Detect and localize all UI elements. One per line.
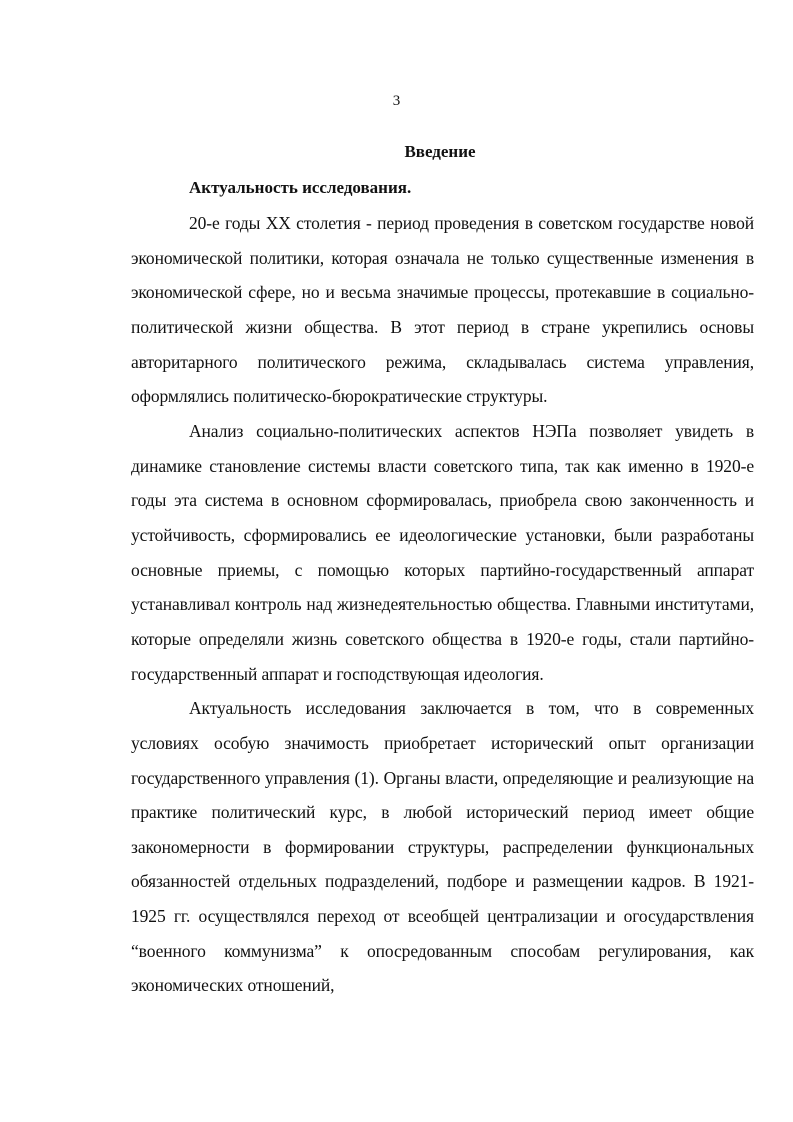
page-number: 3 — [392, 93, 401, 109]
document-body — [131, 206, 754, 1003]
paragraph: 20-е годы XX столетия - период проведения в советском государстве новой экономической политики, которая означала не только существенные изменения в экономической сфере, но и весьма значимые процессы, протекавшие в социально-политической жизни общества. В этот период в стране укрепились основы авторитарного политического режима, складывалась система управления, оформлялись политическо-бюрократические структуры. — [131, 213, 754, 407]
paragraph: Актуальность исследования заключается в том, что в современных условиях особую значимость приобретает исторический опыт организации государственного управления (1). Органы власти, определяющие и реализующие на практике политический курс, в любой исторический период имеет общие закономерности в формировании структуры, распределении функциональных обязанностей отдельных подразделений, подборе и размещении кадров. В 1921-1925 гг. осуществлялся переход от всеобщей централизации и огосударствления “военного коммунизма” к опосредованным способам регулирования, как экономических отношений, — [131, 698, 754, 996]
chapter-heading: Введение — [404, 142, 476, 161]
paragraph: Анализ социально-политических аспектов НЭПа позволяет увидеть в динамике становление системы власти советского типа, так как именно в 1920-е годы эта система в основном сформировалась, приобрела свою законченность и устойчивость, сформировались ее идеологические установки, были разработаны основные приемы, с помощью которых партийно-государственный аппарат устанавливал контроль над жизнедеятельностью общества. Главными институтами, которые определяли жизнь советского общества в 1920-е годы, стали партийно-государственный аппарат и господствующая идеология. — [131, 420, 754, 684]
section-title: Актуальность исследования. — [189, 178, 412, 197]
